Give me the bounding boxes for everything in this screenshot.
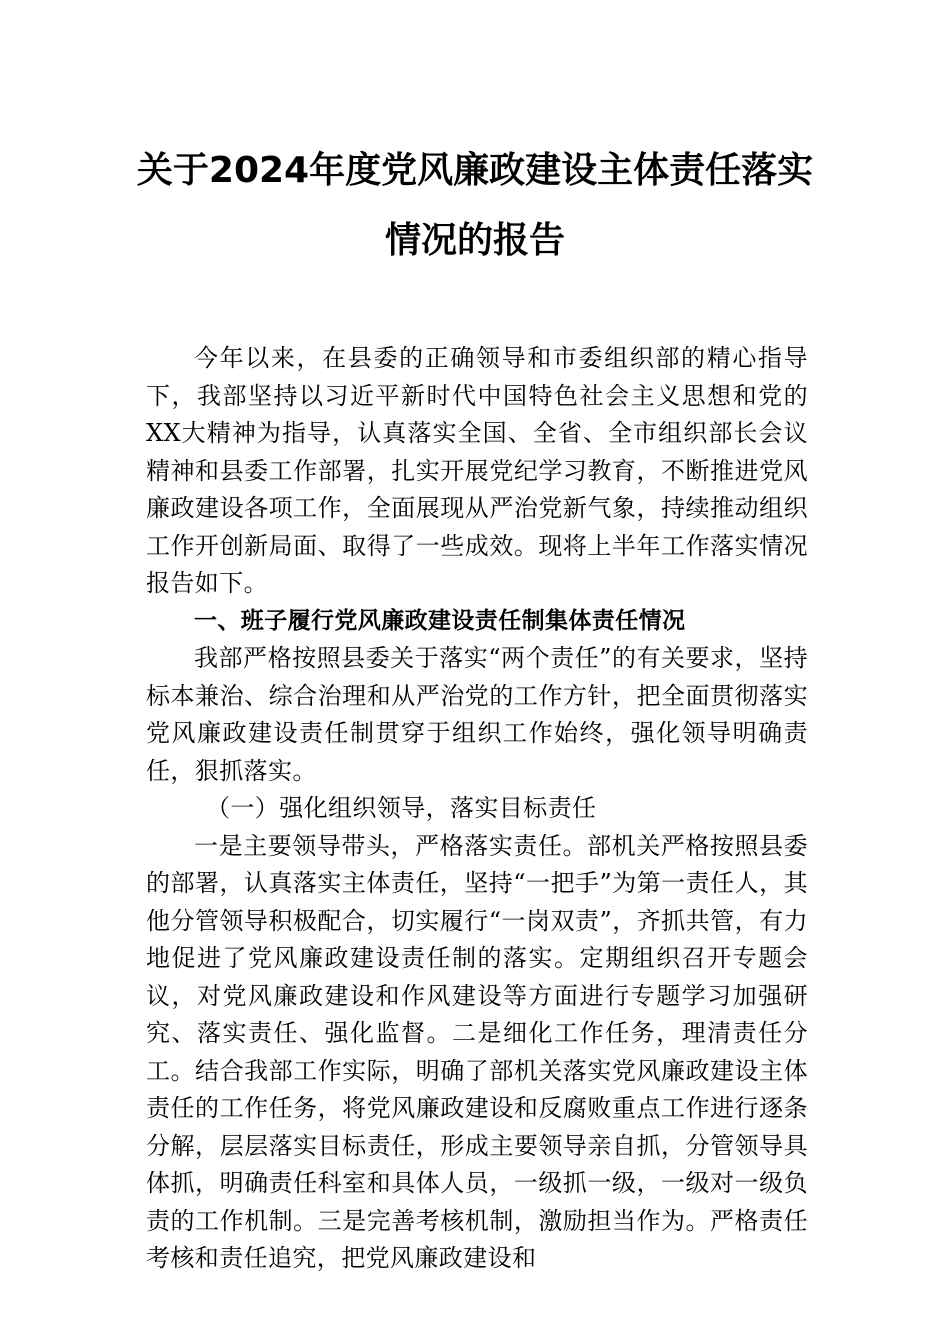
- section-heading-1: 一、班子履行党风廉政建设责任制集体责任情况: [194, 607, 686, 634]
- subsection-heading-1: （一）强化组织领导，落实目标责任: [206, 794, 597, 822]
- document-title-line-2: 情况的报告: [384, 220, 565, 261]
- intro-paragraph: 今年以来，在县委的正确领导和市委组织部的精心指导下，我部坚持以习近平新时代中国特色社会主义思想和党的XX大精神为指导，认真落实全国、全省、全市组织部长会议精神和县委工作部署，扎实开展党纪学习教育，不断推进党风廉政建设各项工作，全面展现从严治党新气象，持续推动组织工作开创新局面、取得了一些成效。现将上半年工作落实情况报告如下。: [146, 344, 808, 597]
- document-title-line-1: 关于2024年度党风廉政建设主体责任落实: [136, 150, 814, 191]
- subsection-1-paragraph: 一是主要领导带头，严格落实责任。部机关严格按照县委的部署，认真落实主体责任，坚持“一把手”为第一责任人，其他分管领导积极配合，切实履行“一岗双责”，齐抓共管，有力地促进了党风廉政建设责任制的落实。定期组织召开专题会议，对党风廉政建设和作风建设等方面进行专题学习加强研究、落实责任、强化监督。二是细化工作任务，理清责任分工。结合我部工作实际，明确了部机关落实党风廉政建设主体责任的工作任务，将党风廉政建设和反腐败重点工作进行逐条分解，层层落实目标责任，形成主要领导亲自抓，分管领导具体抓，明确责任科室和具体人员，一级抓一级，一级对一级负责的工作机制。三是完善考核机制，激励担当作为。严格责任考核和责任追究，把党风廉政建设和: [146, 831, 808, 1272]
- document-body: [146, 340, 808, 1278]
- section-1-paragraph: 我部严格按照县委关于落实“两个责任”的有关要求，坚持标本兼治、综合治理和从严治党的工作方针，把全面贯彻落实党风廉政建设责任制贯穿于组织工作始终，强化领导明确责任，狠抓落实。: [146, 644, 808, 785]
